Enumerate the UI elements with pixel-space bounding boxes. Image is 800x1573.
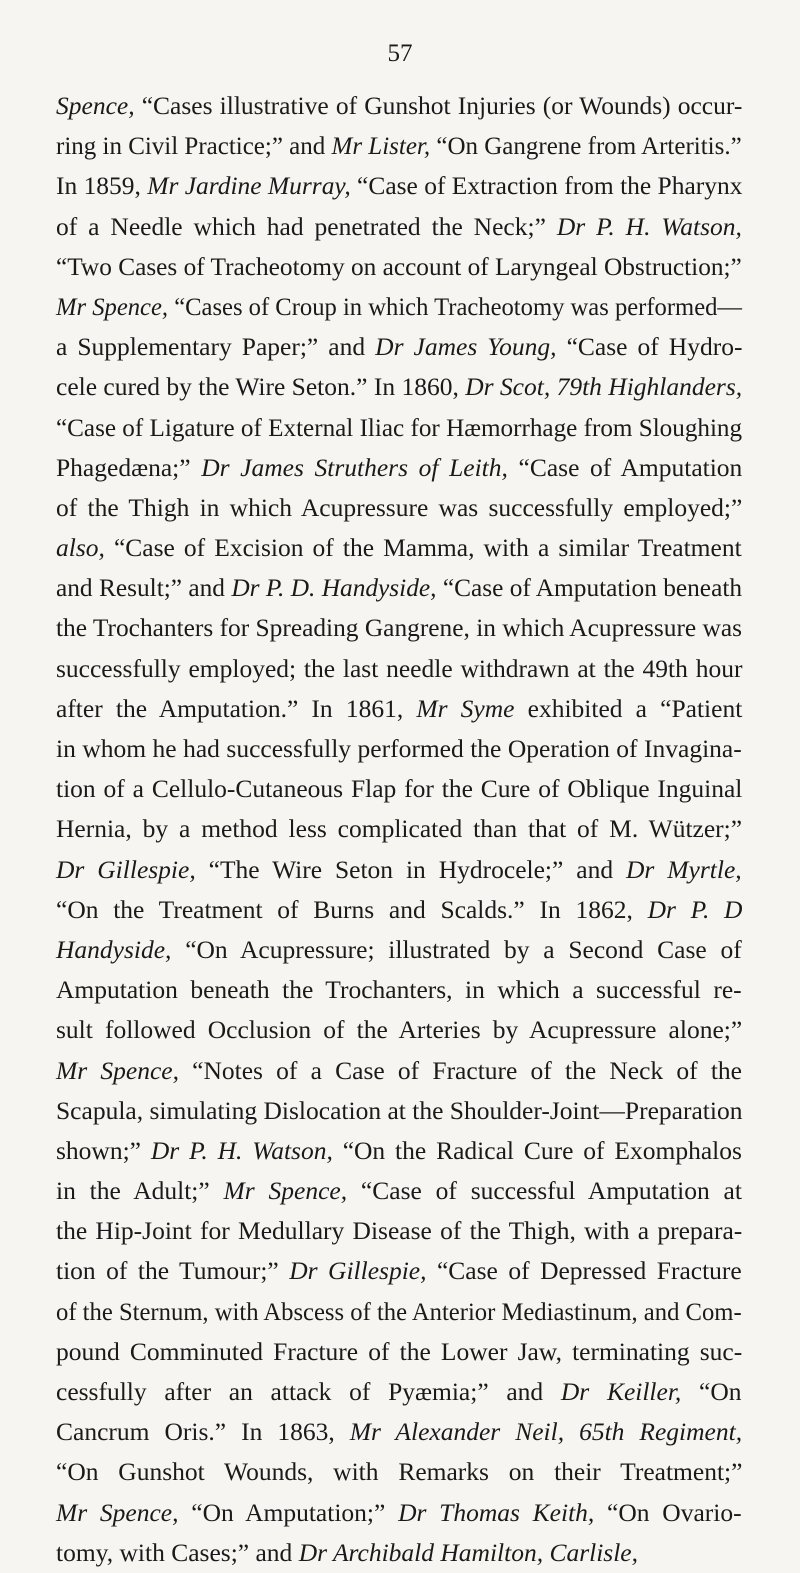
italic-citation: Mr Jardine Murray, bbox=[147, 171, 351, 201]
page-number: 57 bbox=[387, 40, 413, 67]
text-line bbox=[56, 448, 742, 488]
text-line bbox=[56, 166, 741, 206]
italic-citation: Dr P. D. Handyside, bbox=[231, 573, 437, 603]
italic-citation: also, bbox=[56, 533, 105, 563]
text-line bbox=[56, 287, 743, 327]
text-line bbox=[56, 1171, 742, 1211]
italic-citation: Dr Keiller, bbox=[560, 1377, 682, 1406]
text-line bbox=[56, 930, 742, 970]
text-run: exhibited a “Patient bbox=[514, 693, 743, 723]
text-line bbox=[56, 367, 742, 407]
text-line bbox=[56, 1211, 742, 1251]
text-line bbox=[56, 970, 742, 1010]
text-run: shown;” bbox=[56, 1135, 151, 1165]
text-run: tomy, with Cases;” and bbox=[56, 1537, 299, 1567]
italic-citation: Dr P. D bbox=[647, 894, 743, 924]
text-line bbox=[56, 809, 742, 849]
text-line bbox=[56, 850, 742, 890]
text-line bbox=[56, 126, 742, 166]
text-line bbox=[56, 488, 742, 528]
text-line bbox=[56, 1372, 742, 1412]
text-run: Hernia, by a method less complicated than that of M. Wützer;” bbox=[56, 814, 743, 844]
text-line bbox=[56, 649, 742, 689]
text-run: “Case of Ligature of External Iliac for Hæmorrhage from Sloughing bbox=[56, 412, 743, 442]
text-run: In 1859, bbox=[56, 171, 148, 201]
text-run: “Case of Amputation bbox=[507, 452, 743, 482]
text-run: in the Adult;” bbox=[56, 1176, 224, 1206]
italic-citation: Dr Gillespie, bbox=[56, 854, 196, 884]
text-line bbox=[56, 1010, 742, 1050]
text-line bbox=[56, 769, 742, 809]
text-line bbox=[56, 247, 742, 287]
italic-citation: Dr Thomas Keith, bbox=[398, 1497, 595, 1527]
text-line bbox=[56, 1131, 742, 1171]
text-run: of a Needle which had penetrated the Neck;” bbox=[56, 211, 557, 241]
text-run: “Case of Hydro- bbox=[556, 332, 743, 362]
text-run: “On Acupressure; illustrated by a Second Case of bbox=[171, 934, 742, 964]
italic-citation: Mr Spence, bbox=[56, 1497, 179, 1527]
text-run: “On Amputation;” bbox=[178, 1497, 399, 1527]
italic-citation: Dr P. H. Watson, bbox=[556, 211, 742, 241]
text-run: “The Wire Seton in Hydrocele;” and bbox=[195, 854, 627, 884]
text-run: Cancrum Oris.” In 1863, bbox=[56, 1417, 350, 1447]
text-run: Amputation beneath the Trochanters, in which a successful re- bbox=[56, 975, 742, 1005]
text-run: the Hip-Joint for Medullary Disease of the Thigh, with a prepara- bbox=[56, 1216, 743, 1246]
text-run: and Result;” and bbox=[56, 573, 232, 603]
text-line bbox=[56, 1412, 742, 1452]
italic-citation: Mr Spence, bbox=[223, 1176, 348, 1206]
text-run: “Cases of Croup in which Tracheotomy was performed— bbox=[168, 291, 743, 321]
text-line bbox=[56, 1332, 742, 1372]
italic-citation: Dr Archibald Hamilton, Carlisle, bbox=[298, 1537, 638, 1567]
text-run: cele cured by the Wire Seton.” In 1860, bbox=[56, 372, 466, 402]
text-run: “Case of Excision of the Mamma, with a similar Treatment bbox=[104, 533, 742, 563]
italic-citation: Dr James Struthers of Leith, bbox=[201, 452, 508, 482]
text-line bbox=[56, 1292, 742, 1332]
italic-citation: Spence, bbox=[56, 91, 135, 120]
text-line bbox=[56, 86, 742, 126]
text-line bbox=[56, 1533, 742, 1573]
text-run: tion of a Cellulo-Cutaneous Flap for the Cure of Oblique Inguinal bbox=[56, 774, 743, 804]
text-run: “Case of Amputation beneath bbox=[436, 573, 743, 603]
italic-citation: Dr James Young, bbox=[375, 332, 557, 362]
italic-citation: Mr Alexander Neil, 65th Regiment, bbox=[349, 1417, 743, 1447]
text-line bbox=[56, 1051, 742, 1091]
italic-citation: Mr Spence, bbox=[56, 291, 169, 321]
italic-citation: Handyside, bbox=[56, 934, 172, 964]
text-run: in whom he had successfully performed the Operation of Invagina- bbox=[56, 734, 742, 763]
text-run: “On bbox=[681, 1377, 742, 1406]
text-run: a Supplementary Paper;” and bbox=[56, 332, 376, 362]
italic-citation: Dr Gillespie, bbox=[289, 1256, 427, 1286]
italic-citation: Dr Scot, 79th Highlanders, bbox=[465, 372, 743, 402]
text-run: tion of the Tumour;” bbox=[56, 1256, 290, 1286]
text-line bbox=[56, 528, 742, 568]
text-line bbox=[56, 408, 743, 448]
text-run: ring in Civil Practice;” and bbox=[56, 131, 332, 161]
text-run: “Notes of a Case of Fracture of the Neck of the bbox=[178, 1055, 742, 1085]
text-run: “Case of successful Amputation at bbox=[347, 1176, 742, 1206]
text-line bbox=[56, 689, 742, 729]
text-run: “On the Treatment of Burns and Scalds.” In 1862, bbox=[56, 894, 648, 924]
text-run: “Cases illustrative of Gunshot Injuries (or Wounds) occur- bbox=[134, 91, 743, 120]
text-run: Phagedæna;” bbox=[56, 452, 202, 482]
text-line bbox=[56, 1251, 742, 1291]
text-line bbox=[56, 1091, 742, 1131]
text-run: successfully employed; the last needle withdrawn at the 49th hour bbox=[56, 653, 743, 683]
text-line bbox=[56, 890, 742, 930]
italic-citation: Mr Spence, bbox=[56, 1055, 179, 1085]
text-line bbox=[56, 1452, 742, 1492]
text-run: pound Comminuted Fracture of the Lower Jaw, terminating suc- bbox=[56, 1336, 743, 1366]
italic-citation: Dr P. H. Watson, bbox=[150, 1135, 333, 1165]
text-run: “Two Cases of Tracheotomy on account of Laryngeal Obstruction;” bbox=[56, 251, 742, 281]
text-line bbox=[56, 327, 742, 367]
italic-citation: Mr Syme bbox=[416, 693, 515, 723]
text-run: of the Sternum, with Abscess of the Anterior Mediastinum, and Com- bbox=[56, 1296, 742, 1326]
text-run: “On Gunshot Wounds, with Remarks on their Treatment;” bbox=[56, 1457, 743, 1487]
text-run: “Case of Depressed Fracture bbox=[426, 1256, 742, 1286]
text-run: of the Thigh in which Acupressure was successfully employed;” bbox=[56, 492, 743, 522]
text-line bbox=[56, 568, 743, 608]
text-run: “On Ovario- bbox=[594, 1497, 742, 1527]
text-run: after the Amputation.” In 1861, bbox=[56, 693, 417, 723]
body-text bbox=[56, 86, 742, 1573]
text-run: “On the Radical Cure of Exomphalos bbox=[332, 1135, 742, 1165]
text-run: “Case of Extraction from the Pharynx bbox=[350, 171, 743, 201]
text-run: “On Gangrene from Arteritis.” bbox=[430, 131, 742, 161]
text-run: sult followed Occlusion of the Arteries by Acupressure alone;” bbox=[56, 1015, 743, 1045]
text-run: Scapula, simulating Dislocation at the Shoulder-Joint—Preparation bbox=[56, 1095, 743, 1125]
text-run: the Trochanters for Spreading Gangrene, in which Acupressure was bbox=[56, 613, 743, 643]
text-line bbox=[56, 207, 742, 247]
italic-citation: Mr Lister, bbox=[331, 131, 431, 161]
text-line bbox=[56, 729, 742, 769]
text-line bbox=[56, 1493, 742, 1533]
text-line bbox=[56, 608, 743, 648]
text-run: cessfully after an attack of Pyæmia;” and bbox=[56, 1377, 561, 1406]
italic-citation: Dr Myrtle, bbox=[626, 854, 742, 884]
